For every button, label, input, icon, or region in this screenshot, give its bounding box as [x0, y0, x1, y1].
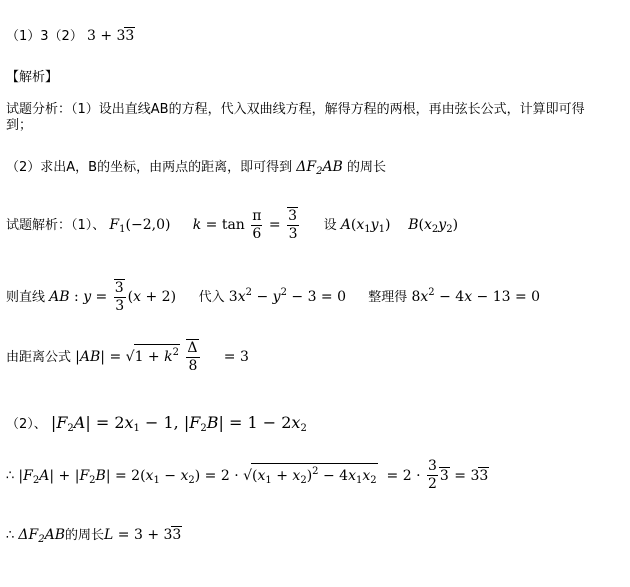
- section-header: 【解析】: [6, 70, 59, 85]
- analysis-line-1: 试题分析：（1）设出直线AB的方程，代入双曲线方程，解得方程的两根，再由弦长公式，计算即可得: [6, 102, 585, 117]
- therefore-symbol-2: ∴: [6, 528, 15, 543]
- slope-expression: k = tan $\frac{\pi}{6}$ = $\frac{3}{3}$: [192, 207, 298, 242]
- answer-part1: （1）3（2）: [6, 29, 83, 44]
- hyperbola-equation: $3x^2 - y^2 - 3 = 0$: [228, 287, 347, 305]
- focus-coord: $F_1(-2,0)$: [109, 217, 171, 235]
- focal-distances: $|F_2A| = 2x_1 - 1$, $|F_2B| = 1 - 2x_2$: [50, 413, 307, 434]
- therefore-symbol-1: ∴: [6, 468, 15, 484]
- simplify-text: 整理得: [368, 290, 408, 305]
- solution-intro: 试题解析：（1）、: [6, 218, 106, 233]
- distance-prefix: 由距离公式: [6, 350, 72, 365]
- line-prefix: 则直线: [6, 290, 46, 305]
- substitute-text: 代入: [198, 290, 225, 305]
- solution-line-1: [6, 207, 458, 247]
- solution-line-3: [6, 339, 249, 375]
- answer-line: [6, 26, 135, 47]
- solution-line-5: [6, 458, 489, 498]
- part2-prefix: （2）、: [6, 417, 47, 432]
- analysis-line-3: [6, 157, 386, 182]
- analysis-line3-suffix: 的周长: [346, 160, 386, 175]
- answer-part2: 3 + 33: [86, 28, 135, 44]
- triangle-symbol-2: $\Delta F_2AB$: [18, 527, 66, 545]
- distance-formula: $|AB| = √1 + k^2$ $\frac{\Delta}{8}$ = 3: [75, 340, 249, 374]
- points-def: $A(x_1y_1)$ $B(x_2y_2)$: [340, 217, 459, 235]
- solution-line-4: [6, 410, 307, 442]
- line-equation: AB : y = $\frac{3}{3}$ (x + 2): [49, 280, 181, 314]
- solution-line-2: [6, 276, 540, 315]
- let-text: 设: [323, 218, 337, 233]
- solution-line-6: [6, 522, 182, 553]
- analysis-line-2: 到；: [6, 118, 33, 133]
- triangle-symbol: $\Delta F_2AB$: [296, 159, 343, 177]
- perimeter-value: L = 3 + 33: [104, 527, 182, 543]
- perimeter-text: 的周长: [65, 528, 105, 543]
- sum-expression: $|F_2A| + |F_2B| = 2(x_1 - x_2) = 2 \cdot √(x_1 + x_2)^2 - 4x_1x_2 = 2$ · $\frac{3}{2}$ 3 = 33: [18, 458, 489, 492]
- analysis-line3-prefix: （2）求出A，B的坐标，由两点的距离，即可得到: [6, 160, 293, 175]
- quadratic-equation: $8x^2 - 4x - 13 = 0$: [411, 287, 541, 305]
